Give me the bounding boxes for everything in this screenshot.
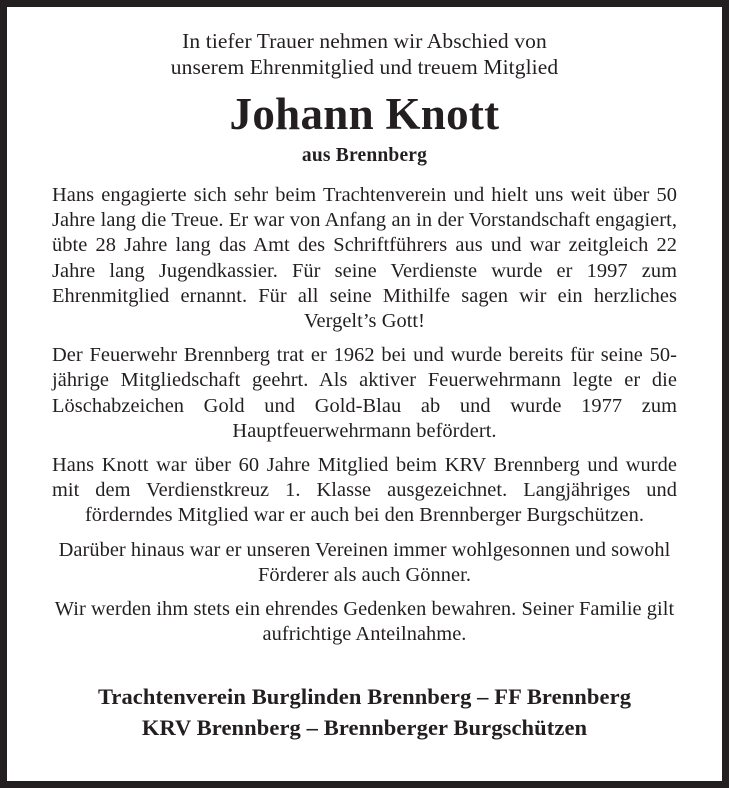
tribute-paragraph: Hans Knott war über 60 Jahre Mitglied beim KRV Brennberg und wurde mit dem Verdienstkreuz 1. Klasse ausgezeichnet. Langjähriges und förderndes Mitglied war er auch bei den Brennberger Burgschützen. — [52, 454, 677, 527]
signatory-line: KRV Brennberg – Brennberger Burgschützen — [141, 715, 588, 740]
signatories-block — [52, 681, 677, 769]
tribute-body — [52, 183, 677, 656]
notice-content — [7, 7, 722, 781]
intro-line-1: In tiefer Trauer nehmen wir Abschied von — [182, 29, 547, 53]
deceased-name: Johann Knott — [229, 89, 500, 139]
intro-text — [52, 28, 677, 80]
tribute-paragraph: Darüber hinaus war er unseren Vereinen immer wohlgesonnen und sowohl Förderer als auch Gönner. — [58, 538, 671, 586]
tribute-paragraph: Der Feuerwehr Brennberg trat er 1962 bei und wurde bereits für seine 50-jährige Mitgliedschaft geehrt. Als aktiver Feuerwehrmann legte er die Löschabzeichen Gold und Gold-Blau ab und wurde 1977 zum Hauptfeuerwehrmann befördert. — [52, 344, 677, 442]
tribute-paragraph: Wir werden ihm stets ein ehrendes Gedenken bewahren. Seiner Familie gilt aufrichtige Anteilnahme. — [54, 598, 675, 646]
tribute-paragraph: Hans engagierte sich sehr beim Trachtenverein und hielt uns weit über 50 Jahre lang die Treue. Er war von Anfang an in der Vorstandschaft engagiert, übte 28 Jahre lang das Amt des Schriftführers aus und war zeitgleich 22 Jahre lang Jugendkassier. Für seine Verdienste wurde er 1997 zum Ehrenmitglied ernannt. Für all seine Mithilfe sagen wir ein herzliches Vergelt’s Gott! — [52, 184, 677, 333]
intro-line-2: unserem Ehrenmitglied und treuem Mitglied — [170, 55, 559, 79]
signatory-line: Trachtenverein Burglinden Brennberg – FF Brennberg — [97, 684, 632, 709]
origin-line: aus Brennberg — [301, 145, 428, 166]
